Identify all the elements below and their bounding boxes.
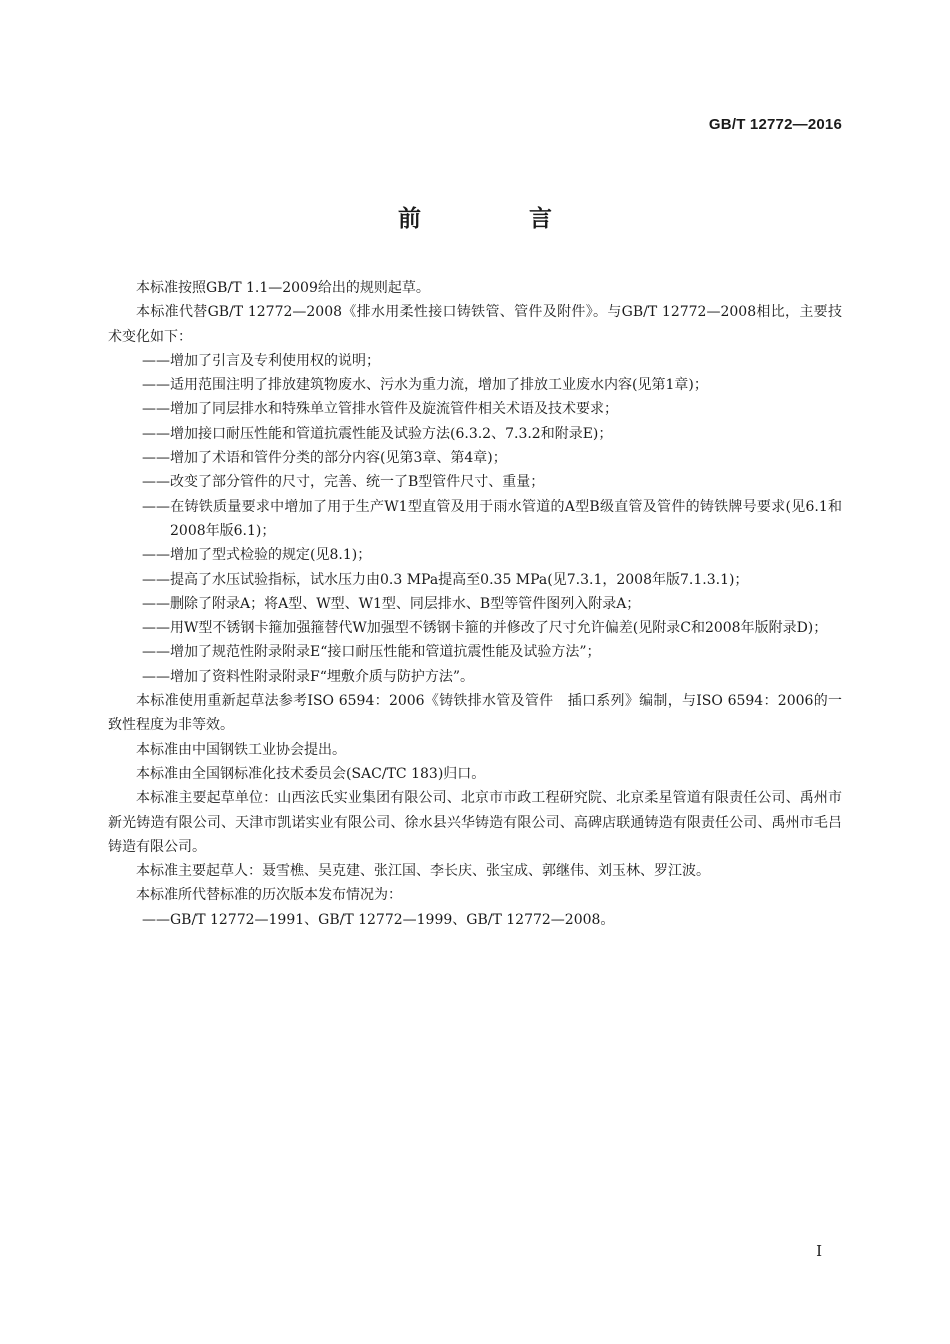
change-item: ——增加接口耐压性能和管道抗震性能及试验方法(6.3.2、7.3.2和附录E)； [142, 425, 613, 442]
paragraph: 本标准主要起草人：聂雪樵、吴克建、张江国、李长庆、张宝成、郭继伟、刘玉林、罗江波。 [136, 863, 710, 880]
change-item: ——增加了规范性附录附录E“接口耐压性能和管道抗震性能及试验方法”； [142, 644, 601, 661]
change-item: ——在铸铁质量要求中增加了用于生产W1型直管及用于雨水管道的A型B级直管及管件的铸铁牌号要求(见6.1和2008年版6.1)； [142, 498, 842, 539]
foreword-body [108, 276, 842, 932]
paragraph: 本标准由全国钢标准化技术委员会(SAC/TC 183)归口。 [136, 765, 486, 782]
change-item: ——删除了附录A；将A型、W型、W1型、同层排水、B型等管件图列入附录A； [142, 595, 641, 612]
page-title: 前 言 [397, 206, 602, 232]
paragraph: 本标准所代替标准的历次版本发布情况为： [136, 887, 402, 904]
paragraph: 本标准按照GB/T 1.1—2009给出的规则起草。 [136, 280, 430, 296]
change-item: ——增加了型式检验的规定(见8.1)； [142, 547, 372, 564]
page-number: I [816, 1242, 822, 1260]
change-item: ——改变了部分管件的尺寸，完善、统一了B型管件尺寸、重量； [142, 474, 545, 491]
change-item: ——增加了同层排水和特殊单立管排水管件及旋流管件相关术语及技术要求； [142, 401, 618, 418]
change-item: ——用W型不锈钢卡箍加强箍替代W加强型不锈钢卡箍的并修改了尺寸允许偏差(见附录C和2008年版附录D)； [142, 620, 828, 637]
paragraph: 本标准主要起草单位：山西泫氏实业集团有限公司、北京市市政工程研究院、北京柔星管道有限责任公司、禹州市新光铸造有限公司、天津市凯诺实业有限公司、徐水县兴华铸造有限公司、高碑店联通铸造有限责任公司、禹州市毛吕铸造有限公司。 [108, 790, 842, 855]
change-item: ——增加了资料性附录附录F“埋敷介质与防护方法”。 [142, 668, 475, 685]
change-item: ——增加了引言及专利使用权的说明； [142, 352, 380, 369]
standard-code: GB/T 12772—2016 [708, 116, 842, 133]
change-item: ——GB/T 12772—1991、GB/T 12772—1999、GB/T 12772—2008。 [142, 911, 615, 928]
paragraph: 本标准由中国钢铁工业协会提出。 [136, 741, 346, 758]
change-item: ——提高了水压试验指标，试水压力由0.3 MPa提高至0.35 MPa(见7.3.1，2008年版7.1.3.1)； [142, 571, 749, 588]
paragraph: 本标准使用重新起草法参考ISO 6594：2006《铸铁排水管及管件 插口系列》编制，与ISO 6594：2006的一致性程度为非等效。 [108, 693, 842, 734]
change-item: ——适用范围注明了排放建筑物废水、污水为重力流，增加了排放工业废水内容(见第1章)； [142, 377, 708, 394]
change-item: ——增加了术语和管件分类的部分内容(见第3章、第4章)； [142, 450, 507, 467]
paragraph: 本标准代替GB/T 12772—2008《排水用柔性接口铸铁管、管件及附件》。与GB/T 12772—2008相比，主要技术变化如下： [108, 304, 842, 345]
